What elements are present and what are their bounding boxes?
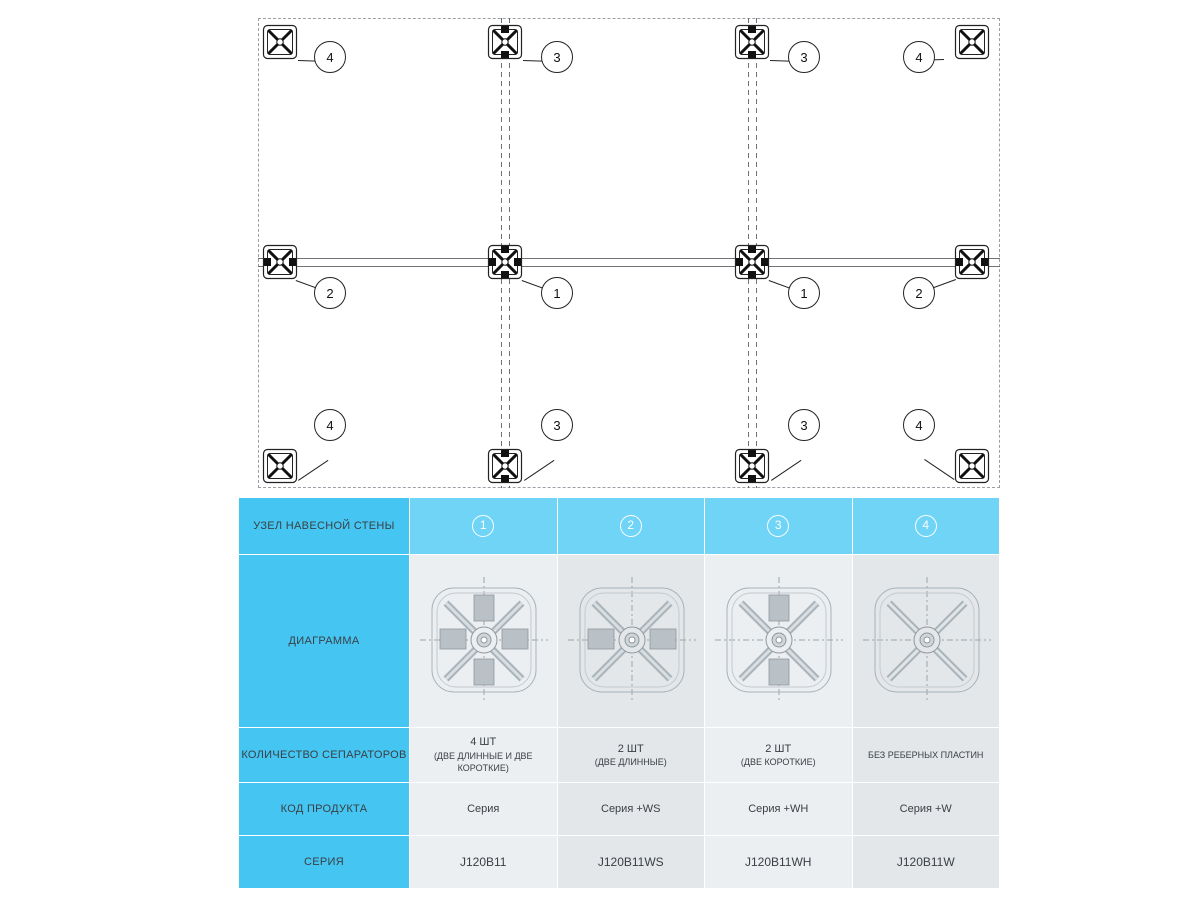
callout-3[interactable] — [541, 409, 573, 441]
diagram-cell-1 — [410, 555, 558, 728]
node-symbol — [734, 24, 770, 60]
node-symbol — [487, 24, 523, 60]
separators-note: (ДВЕ КОРОТКИЕ) — [740, 757, 816, 768]
callout-1[interactable] — [788, 277, 820, 309]
curtain-wall-plan — [258, 18, 1000, 488]
product-code-cell-3: Серия +WH — [705, 783, 853, 836]
node-symbol — [262, 448, 298, 484]
callout-label: 4 — [326, 417, 334, 433]
column-header-number: 3 — [767, 515, 789, 537]
callout-2[interactable] — [903, 277, 935, 309]
node-symbol — [734, 448, 770, 484]
callout-label: 1 — [553, 285, 561, 301]
column-header-number: 1 — [472, 515, 494, 537]
column-header-3 — [705, 498, 853, 555]
separators-count: 4 ШТ — [470, 736, 497, 749]
table-row-product-code — [239, 783, 1000, 836]
callout-label: 1 — [800, 285, 808, 301]
callout-2[interactable] — [314, 277, 346, 309]
callout-label: 4 — [915, 49, 923, 65]
column-header-4 — [852, 498, 1000, 555]
product-code-cell-2: Серия +WS — [557, 783, 705, 836]
callout-label: 2 — [326, 285, 334, 301]
connector-diagram-vertical — [705, 565, 853, 715]
specification-table — [238, 497, 1000, 877]
callout-label: 3 — [800, 49, 808, 65]
column-header-number: 2 — [620, 515, 642, 537]
node-symbol — [734, 244, 770, 280]
table-row-node — [239, 498, 1000, 555]
row-header-diagram: ДИАГРАММА — [239, 555, 410, 728]
separators-cell-1 — [410, 728, 558, 783]
callout-3[interactable] — [788, 41, 820, 73]
callout-1[interactable] — [541, 277, 573, 309]
node-symbol — [954, 448, 990, 484]
callout-label: 2 — [915, 285, 923, 301]
separators-note: (ДВЕ ДЛИННЫЕ И ДВЕ КОРОТКИЕ) — [433, 751, 533, 774]
separators-count: 2 ШТ — [617, 742, 644, 755]
separators-count: 2 ШТ — [765, 742, 792, 755]
callout-label: 3 — [553, 49, 561, 65]
connector-diagram-horizontal — [558, 565, 706, 715]
separators-count: БЕЗ РЕБЕРНЫХ ПЛАСТИН — [868, 749, 984, 760]
column-header-1 — [410, 498, 558, 555]
callout-4[interactable] — [314, 409, 346, 441]
series-cell-3: J120B11WH — [705, 836, 853, 889]
callout-3[interactable] — [788, 409, 820, 441]
column-header-number: 4 — [915, 515, 937, 537]
node-symbol — [487, 448, 523, 484]
separators-cell-2 — [557, 728, 705, 783]
row-header-product-code: КОД ПРОДУКТА — [239, 783, 410, 836]
node-symbol — [262, 244, 298, 280]
callout-4[interactable] — [903, 409, 935, 441]
node-symbol — [954, 244, 990, 280]
callout-4[interactable] — [314, 41, 346, 73]
row-header-node: УЗЕЛ НАВЕСНОЙ СТЕНЫ — [239, 498, 410, 555]
row-header-separators: КОЛИЧЕСТВО СЕПАРАТОРОВ — [239, 728, 410, 783]
node-symbol — [954, 24, 990, 60]
callout-label: 3 — [800, 417, 808, 433]
separators-note: (ДВЕ ДЛИННЫЕ) — [594, 757, 667, 768]
product-code-cell-4: Серия +W — [852, 783, 1000, 836]
diagram-cell-3 — [705, 555, 853, 728]
diagram-cell-4 — [852, 555, 1000, 728]
callout-label: 4 — [915, 417, 923, 433]
series-cell-1: J120B11 — [410, 836, 558, 889]
node-symbol — [262, 24, 298, 60]
callout-4[interactable] — [903, 41, 935, 73]
node-symbol — [487, 244, 523, 280]
table-row-series — [239, 836, 1000, 889]
callout-3[interactable] — [541, 41, 573, 73]
product-code-cell-1: Серия — [410, 783, 558, 836]
connector-diagram-full — [410, 565, 558, 715]
separators-cell-3 — [705, 728, 853, 783]
diagram-cell-2 — [557, 555, 705, 728]
callout-label: 3 — [553, 417, 561, 433]
connector-diagram-none — [853, 565, 1001, 715]
transom-horizontal-1 — [258, 258, 1000, 267]
separators-cell-4 — [852, 728, 1000, 783]
plan-frame — [258, 18, 1000, 488]
column-header-2 — [557, 498, 705, 555]
series-cell-4: J120B11W — [852, 836, 1000, 889]
series-cell-2: J120B11WS — [557, 836, 705, 889]
callout-label: 4 — [326, 49, 334, 65]
table-row-separators — [239, 728, 1000, 783]
row-header-series: СЕРИЯ — [239, 836, 410, 889]
table-row-diagram — [239, 555, 1000, 728]
